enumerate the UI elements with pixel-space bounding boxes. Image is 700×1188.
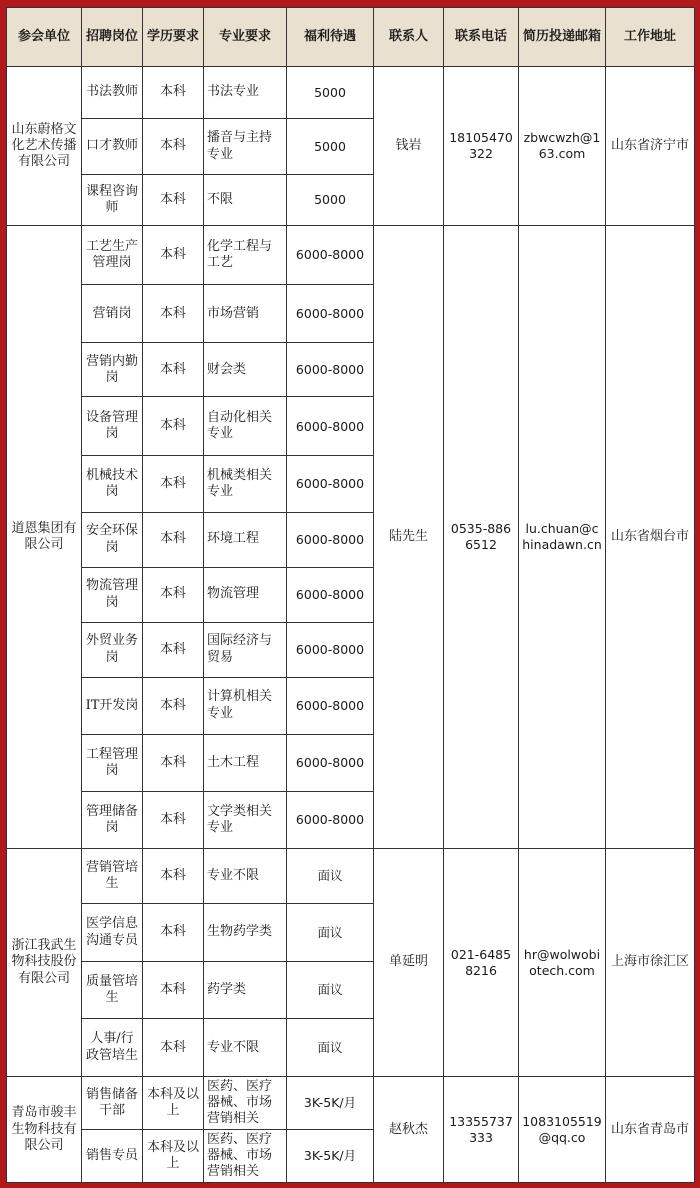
salary-cell: 面议 — [287, 848, 374, 903]
phone-cell: 18105470322 — [444, 67, 519, 226]
phone-cell: 021-64858216 — [444, 848, 519, 1076]
phone-cell: 0535-8866512 — [444, 226, 519, 849]
education-cell: 本科 — [143, 677, 204, 734]
email-cell: hr@wolwobiotech.com — [519, 848, 606, 1076]
position-cell: 营销内勤岗 — [82, 343, 143, 397]
position-cell: 设备管理岗 — [82, 397, 143, 456]
salary-cell: 6000-8000 — [287, 791, 374, 848]
contact-cell: 赵秋杰 — [374, 1077, 444, 1183]
header-contact: 联系人 — [374, 8, 444, 67]
phone-cell: 13355737333 — [444, 1077, 519, 1183]
education-cell: 本科 — [143, 622, 204, 677]
contact-cell: 陆先生 — [374, 226, 444, 849]
salary-cell: 3K-5K/月 — [287, 1130, 374, 1183]
header-row — [7, 8, 695, 67]
major-cell: 物流管理 — [204, 567, 287, 622]
salary-cell: 6000-8000 — [287, 226, 374, 285]
position-cell: IT开发岗 — [82, 677, 143, 734]
education-cell: 本科及以上 — [143, 1130, 204, 1183]
position-cell: 机械技术岗 — [82, 456, 143, 512]
position-cell: 工艺生产管理岗 — [82, 226, 143, 285]
education-cell: 本科 — [143, 175, 204, 226]
education-cell: 本科 — [143, 343, 204, 397]
header-phone: 联系电话 — [444, 8, 519, 67]
recruitment-table — [6, 7, 695, 1183]
major-cell: 环境工程 — [204, 512, 287, 567]
position-cell: 安全环保岗 — [82, 512, 143, 567]
address-cell: 上海市徐汇区 — [606, 848, 695, 1076]
company-name: 道恩集团有限公司 — [7, 226, 82, 849]
company-name: 浙江我武生物科技股份有限公司 — [7, 848, 82, 1076]
salary-cell: 5000 — [287, 67, 374, 119]
major-cell: 生物药学类 — [204, 903, 287, 961]
company-name: 青岛市骏丰生物科技有限公司 — [7, 1077, 82, 1183]
salary-cell: 6000-8000 — [287, 734, 374, 791]
table-row — [7, 1077, 695, 1130]
contact-cell: 钱岩 — [374, 67, 444, 226]
salary-cell: 6000-8000 — [287, 397, 374, 456]
position-cell: 质量管培生 — [82, 962, 143, 1019]
education-cell: 本科 — [143, 567, 204, 622]
education-cell: 本科 — [143, 285, 204, 343]
header-email: 简历投递邮箱 — [519, 8, 606, 67]
major-cell: 市场营销 — [204, 285, 287, 343]
education-cell: 本科 — [143, 734, 204, 791]
position-cell: 营销管培生 — [82, 848, 143, 903]
position-cell: 管理储备岗 — [82, 791, 143, 848]
table-row — [7, 848, 695, 903]
major-cell: 医药、医疗器械、市场营销相关 — [204, 1130, 287, 1183]
salary-cell: 3K-5K/月 — [287, 1077, 374, 1130]
education-cell: 本科 — [143, 848, 204, 903]
position-cell: 人事/行政管培生 — [82, 1019, 143, 1077]
education-cell: 本科 — [143, 1019, 204, 1077]
header-position: 招聘岗位 — [82, 8, 143, 67]
header-address: 工作地址 — [606, 8, 695, 67]
education-cell: 本科 — [143, 67, 204, 119]
address-cell: 山东省济宁市 — [606, 67, 695, 226]
salary-cell: 面议 — [287, 1019, 374, 1077]
salary-cell: 5000 — [287, 175, 374, 226]
major-cell: 土木工程 — [204, 734, 287, 791]
position-cell: 销售储备干部 — [82, 1077, 143, 1130]
address-cell: 山东省青岛市 — [606, 1077, 695, 1183]
major-cell: 文学类相关专业 — [204, 791, 287, 848]
salary-cell: 6000-8000 — [287, 567, 374, 622]
salary-cell: 6000-8000 — [287, 512, 374, 567]
salary-cell: 6000-8000 — [287, 285, 374, 343]
position-cell: 物流管理岗 — [82, 567, 143, 622]
major-cell: 不限 — [204, 175, 287, 226]
table-row — [7, 67, 695, 119]
position-cell: 工程管理岗 — [82, 734, 143, 791]
position-cell: 销售专员 — [82, 1130, 143, 1183]
major-cell: 国际经济与贸易 — [204, 622, 287, 677]
position-cell: 医学信息沟通专员 — [82, 903, 143, 961]
email-cell: 1083105519@qq.co — [519, 1077, 606, 1183]
email-cell: zbwcwzh@163.com — [519, 67, 606, 226]
header-education: 学历要求 — [143, 8, 204, 67]
education-cell: 本科 — [143, 512, 204, 567]
header-company: 参会单位 — [7, 8, 82, 67]
recruitment-table-frame — [6, 7, 694, 1183]
position-cell: 口才教师 — [82, 119, 143, 175]
major-cell: 专业不限 — [204, 1019, 287, 1077]
education-cell: 本科 — [143, 791, 204, 848]
salary-cell: 6000-8000 — [287, 677, 374, 734]
major-cell: 播音与主持专业 — [204, 119, 287, 175]
salary-cell: 面议 — [287, 962, 374, 1019]
major-cell: 书法专业 — [204, 67, 287, 119]
education-cell: 本科 — [143, 119, 204, 175]
education-cell: 本科及以上 — [143, 1077, 204, 1130]
major-cell: 自动化相关专业 — [204, 397, 287, 456]
major-cell: 财会类 — [204, 343, 287, 397]
email-cell: lu.chuan@chinadawn.cn — [519, 226, 606, 849]
major-cell: 化学工程与工艺 — [204, 226, 287, 285]
education-cell: 本科 — [143, 962, 204, 1019]
salary-cell: 5000 — [287, 119, 374, 175]
education-cell: 本科 — [143, 226, 204, 285]
position-cell: 书法教师 — [82, 67, 143, 119]
header-salary: 福利待遇 — [287, 8, 374, 67]
header-major: 专业要求 — [204, 8, 287, 67]
salary-cell: 6000-8000 — [287, 456, 374, 512]
position-cell: 营销岗 — [82, 285, 143, 343]
company-name: 山东蔚格文化艺术传播有限公司 — [7, 67, 82, 226]
education-cell: 本科 — [143, 456, 204, 512]
major-cell: 医药、医疗器械、市场营销相关 — [204, 1077, 287, 1130]
major-cell: 机械类相关专业 — [204, 456, 287, 512]
major-cell: 药学类 — [204, 962, 287, 1019]
address-cell: 山东省烟台市 — [606, 226, 695, 849]
salary-cell: 6000-8000 — [287, 622, 374, 677]
position-cell: 课程咨询师 — [82, 175, 143, 226]
contact-cell: 单延明 — [374, 848, 444, 1076]
major-cell: 计算机相关专业 — [204, 677, 287, 734]
table-row — [7, 226, 695, 285]
salary-cell: 面议 — [287, 903, 374, 961]
education-cell: 本科 — [143, 903, 204, 961]
major-cell: 专业不限 — [204, 848, 287, 903]
position-cell: 外贸业务岗 — [82, 622, 143, 677]
education-cell: 本科 — [143, 397, 204, 456]
salary-cell: 6000-8000 — [287, 343, 374, 397]
